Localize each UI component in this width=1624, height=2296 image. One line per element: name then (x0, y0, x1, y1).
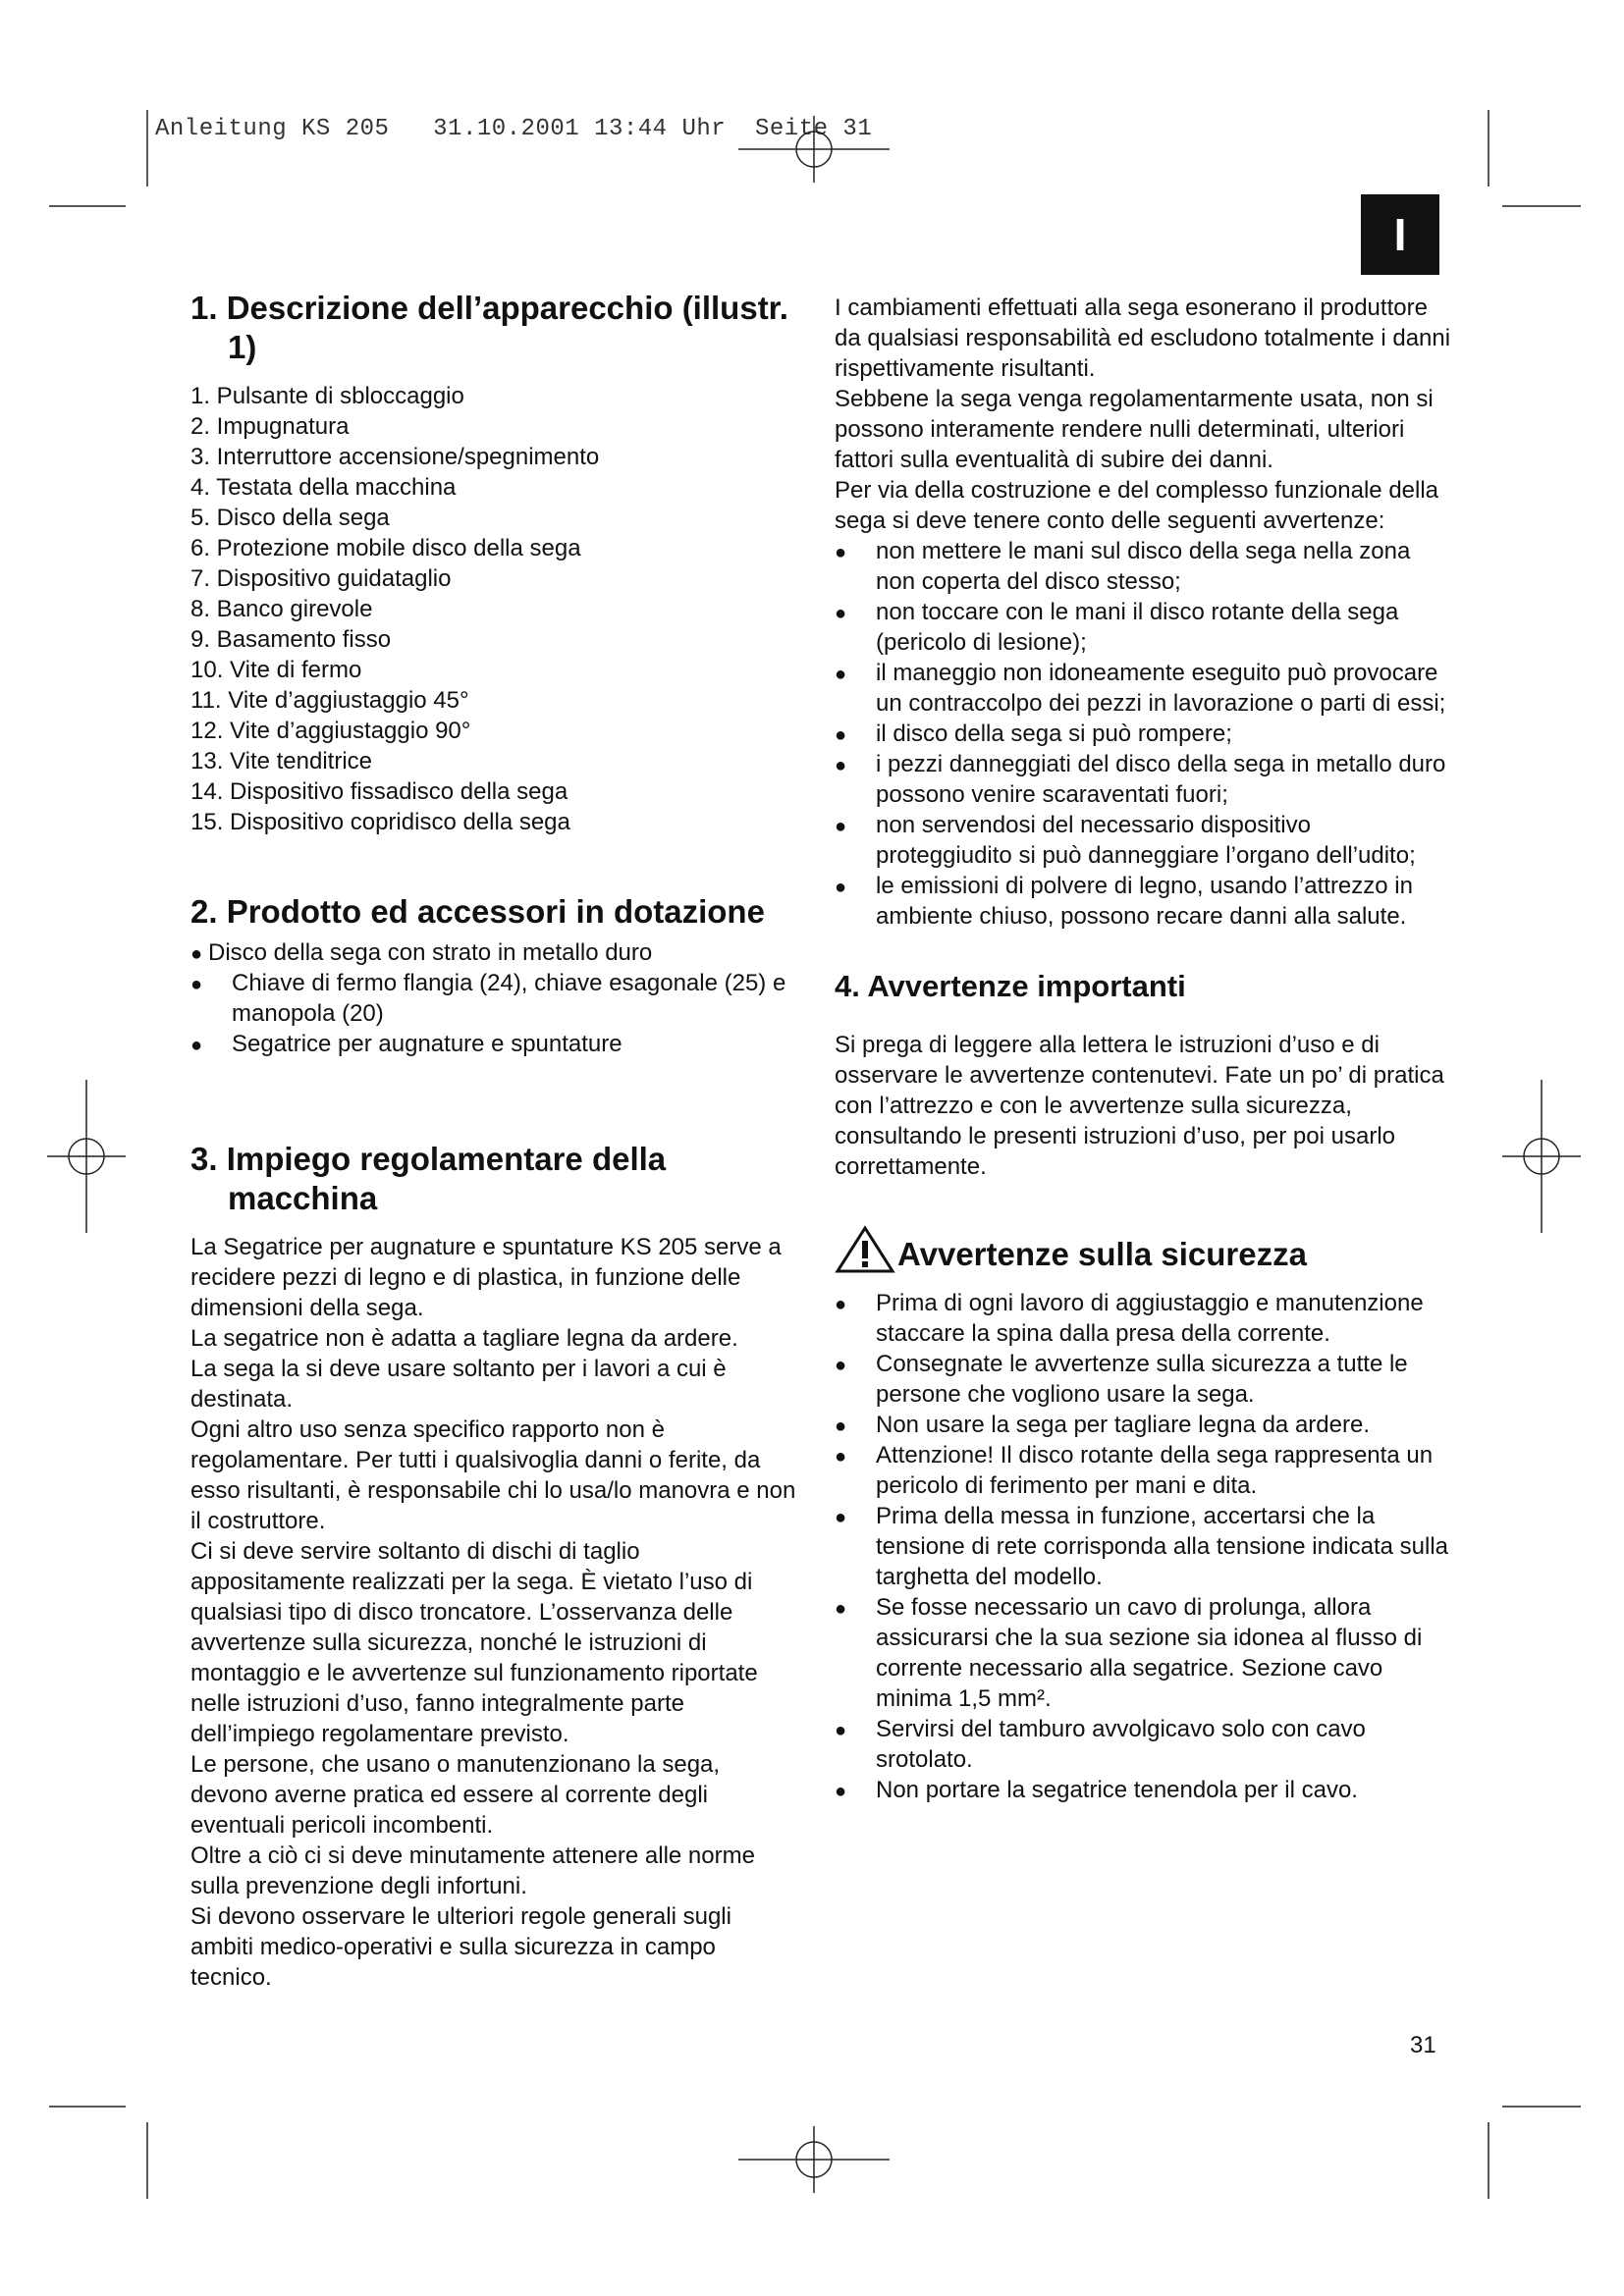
bullet-icon (835, 597, 852, 629)
list-item: 12. Vite d’aggiustaggio 90° (190, 718, 471, 744)
list-item: ● Prima di ogni lavoro di aggiustaggio e manutenzione staccare la spina dalla presa della corrente. (835, 1288, 1453, 1349)
list-item: ● Segatrice per augnature e spuntature (190, 1029, 799, 1059)
bullet-icon (190, 937, 208, 970)
paragraph: Le persone, che usano o manutenzionano la sega, devono averne pratica ed essere al corrente degli eventuali pericoli incombenti. (190, 1751, 721, 1839)
list-item: ● il maneggio non idoneamente eseguito può provocare un contraccolpo dei pezzi in lavorazione o parti di essi; (835, 658, 1453, 719)
list-item: ● Chiave di fermo flangia (24), chiave esagonale (25) e manopola (20) (190, 968, 799, 1029)
bullet-icon (835, 1714, 852, 1746)
list-item: ● Non portare la segatrice tenendola per il cavo. (835, 1775, 1453, 1805)
list-item: ● non toccare con le mani il disco rotante della sega (pericolo di lesione); (835, 597, 1453, 658)
paragraph: Per via della costruzione e del complesso funzionale della sega si deve tenere conto delle seguenti avvertenze: (835, 477, 1439, 534)
list-item: 2. Impugnatura (190, 413, 350, 440)
section3-body (190, 1232, 799, 1993)
bullet-icon (835, 658, 852, 690)
list-item: 5. Disco della sega (190, 505, 390, 531)
safety-heading (835, 1225, 1453, 1274)
bullet-icon (835, 536, 852, 568)
bullet-icon (835, 1592, 852, 1625)
list-item: ● il disco della sega si può rompere; (835, 719, 1453, 749)
left-column (190, 289, 799, 1993)
list-item: ● non mettere le mani sul disco della sega nella zona non coperta del disco stesso; (835, 536, 1453, 597)
list-item: ● Attenzione! Il disco rotante della sega rappresenta un pericolo di ferimento per mani e dita. (835, 1440, 1453, 1501)
paragraph: La segatrice non è adatta a tagliare legna da ardere. (190, 1325, 738, 1352)
intro-body (835, 293, 1453, 536)
safety-list (835, 1288, 1453, 1805)
bullet-icon (835, 749, 852, 781)
paragraph: Si devono osservare le ulteriori regole generali sugli ambiti medico-operativi e sulla sicurezza in campo tecnico. (190, 1903, 731, 1991)
paragraph: Ogni altro uso senza specifico rapporto non è regolamentare. Per tutti i qualsivoglia danni o ferite, da esso risultanti, è responsabile chi lo usa/lo manovra e non il costruttore. (190, 1416, 796, 1534)
section2-title: 2. Prodotto ed accessori in dotazione (190, 893, 765, 930)
bullet-icon (835, 1288, 852, 1320)
registration-target-right (1502, 1080, 1581, 1233)
list-item: ● Non usare la sega per tagliare legna da ardere. (835, 1410, 1453, 1440)
registration-target-left (47, 1080, 126, 1233)
list-item: 14. Dispositivo fissadisco della sega (190, 778, 568, 805)
list-item: ● i pezzi danneggiati del disco della sega in metallo duro possono venire scaraventati fuori; (835, 749, 1453, 810)
bullet-icon (835, 1775, 852, 1807)
right-column (835, 293, 1453, 1805)
bullet-icon (190, 968, 208, 1000)
list-item: 1. Pulsante di sbloccaggio (190, 383, 464, 409)
bullet-icon (835, 1410, 852, 1442)
parts-list (190, 381, 799, 837)
paragraph: La Segatrice per augnature e spuntature KS 205 serve a recidere pezzi di legno e di plastica, in funzione delle dimensioni della sega. (190, 1234, 782, 1321)
paragraph: I cambiamenti effettuati alla sega esonerano il produttore da qualsiasi responsabilità ed escludono totalmente i danni rispettivamente risultanti. (835, 294, 1451, 382)
registration-target-top (738, 116, 890, 183)
list-item: 8. Banco girevole (190, 596, 373, 622)
list-item: 3. Interruttore accensione/spegnimento (190, 444, 600, 470)
section3-title: 3. Impiego regolamentare della macchina (190, 1141, 667, 1216)
bullet-icon (190, 1029, 208, 1061)
list-item: 10. Vite di fermo (190, 657, 362, 683)
hazard-list (835, 536, 1453, 932)
list-item: 11. Vite d’aggiustaggio 45° (190, 687, 469, 714)
list-item: ● Prima della messa in funzione, accertarsi che la tensione di rete corrisponda alla tensione indicata sulla targhetta del modello. (835, 1501, 1453, 1592)
paragraph: Sebbene la sega venga regolamentarmente usata, non si possono interamente rendere nulli determinati, ulteriori fattori sulla eventualità di subire dei danni. (835, 386, 1434, 473)
language-tab: I (1361, 194, 1439, 275)
paragraph: La sega la si deve usare soltanto per i lavori a cui è destinata. (190, 1356, 727, 1413)
accessories-list (190, 937, 799, 1059)
bullet-icon (835, 1349, 852, 1381)
list-item: ● Se fosse necessario un cavo di prolunga, allora assicurarsi che la sua sezione sia idonea al flusso di corrente necessario alla segatrice. Sezione cavo minima 1,5 mm². (835, 1592, 1453, 1714)
list-item: 9. Basamento fisso (190, 626, 392, 653)
registration-target-bottom (738, 2126, 890, 2193)
list-item: ● le emissioni di polvere di legno, usando l’attrezzo in ambiente chiuso, possono recare danni alla salute. (835, 871, 1453, 932)
paragraph: Ci si deve servire soltanto di dischi di taglio appositamente realizzati per la sega. È vietato l’uso di qualsiasi tipo di disco troncatore. L’osservanza delle avvertenze sulla sicurezza, nonché le istruzioni di montaggio e le avvertenze sul funzionamento riportate nelle istruzioni d’uso, fanno integralmente parte dell’impiego regolamentare previsto. (190, 1538, 758, 1747)
bullet-icon (835, 871, 852, 903)
page-number: 31 (1410, 2032, 1436, 2058)
paragraph: Oltre a ciò ci si deve minutamente attenere alle norme sulla prevenzione degli infortuni. (190, 1842, 755, 1899)
list-item: 6. Protezione mobile disco della sega (190, 535, 581, 561)
safety-title: Avvertenze sulla sicurezza (897, 1236, 1307, 1272)
bullet-icon (835, 1501, 852, 1533)
bullet-icon (835, 1440, 852, 1472)
list-item: ● Disco della sega con strato in metallo duro (190, 937, 799, 968)
warning-icon (835, 1225, 895, 1274)
section4-title: 4. Avvertenze importanti (835, 969, 1186, 1003)
bullet-icon (835, 810, 852, 842)
section1-title: 1. Descrizione dell’apparecchio (illustr. 1) (190, 290, 788, 365)
list-item: ● Consegnate le avvertenze sulla sicurezza a tutte le persone che vogliono usare la sega. (835, 1349, 1453, 1410)
list-item: 13. Vite tenditrice (190, 748, 373, 774)
list-item: ● non servendosi del necessario dispositivo proteggiudito si può danneggiare l’organo dell’udito; (835, 810, 1453, 871)
paragraph: Si prega di leggere alla lettera le istruzioni d’uso e di osservare le avvertenze contenutevi. Fate un po’ di pratica con l’attrezzo e con le avvertenze sulla sicurezza, consultando le presenti istruzioni d’uso, per poi usarlo correttamente. (835, 1032, 1444, 1180)
list-item: 7. Dispositivo guidataglio (190, 565, 452, 592)
print-header: Anleitung KS 205 31.10.2001 13:44 Uhr Seite 31 (155, 116, 873, 142)
bullet-icon (835, 719, 852, 751)
list-item: 15. Dispositivo copridisco della sega (190, 809, 570, 835)
list-item: ● Servirsi del tamburo avvolgicavo solo con cavo srotolato. (835, 1714, 1453, 1775)
list-item: 4. Testata della macchina (190, 474, 457, 501)
